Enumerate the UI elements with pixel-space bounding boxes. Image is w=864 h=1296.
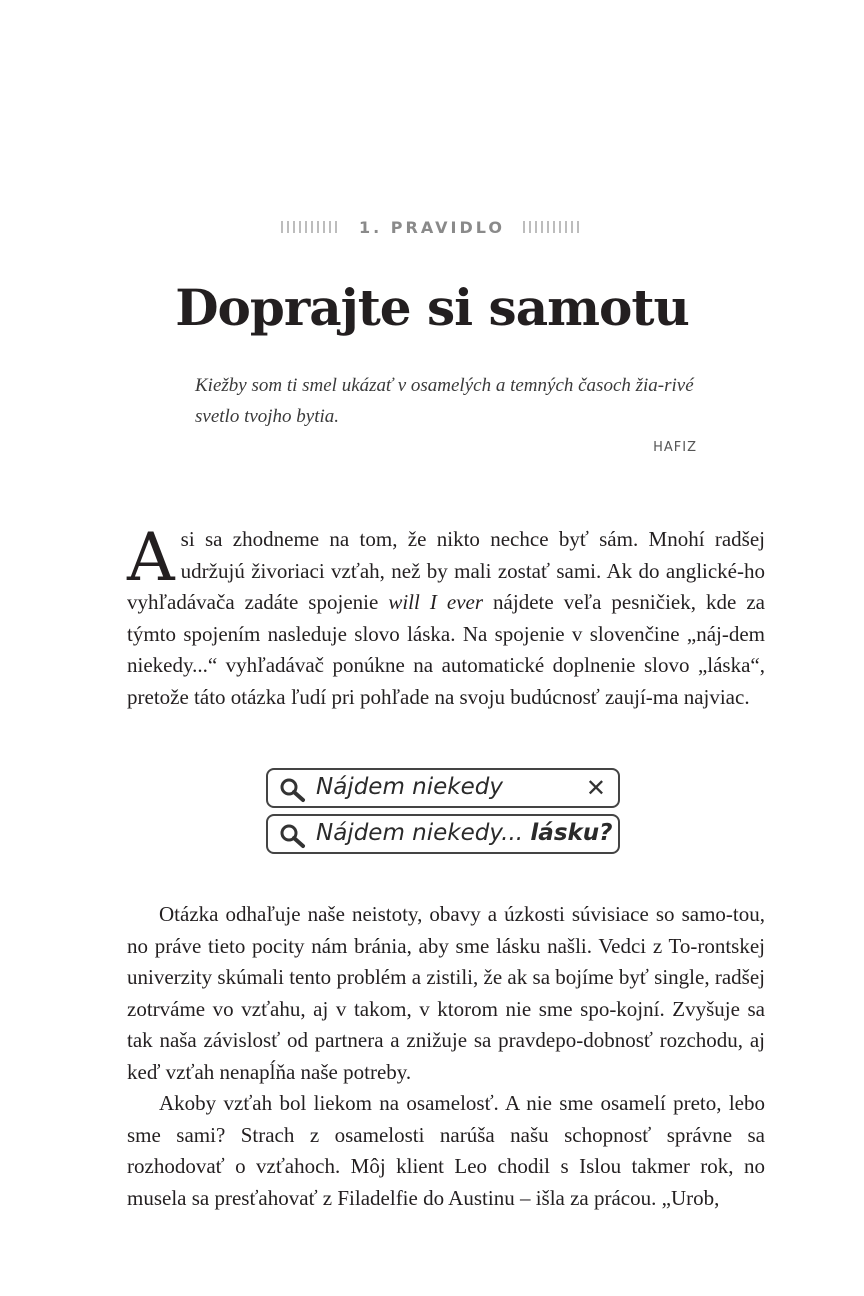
epigraph-text: Kiežby som ti smel ukázať v osamelých a temných časoch žia-rivé svetlo tvojho bytia.	[195, 375, 694, 427]
paragraph-1-text-b: nájdete veľa pesničiek, kde za týmto spojením nasleduje slovo láska. Na spojenie v slovenčine „náj-dem niekedy...“ vyhľadávač ponúkne na automatické doplnenie slovo „láska“, pretože táto otázka ľudí pri pohľade na svoju budúcnosť zaují-ma najviac.	[127, 590, 765, 709]
close-icon: ✕	[585, 774, 606, 802]
paragraph-1	[127, 519, 765, 714]
search-illustration	[266, 766, 622, 858]
search-icon	[278, 822, 306, 855]
paragraph-1-emphasis: will I ever	[388, 590, 484, 615]
chapter-title: Doprajte si samotu	[175, 278, 689, 337]
suggestion-text	[316, 820, 613, 846]
search-query-text: Nájdem niekedy	[316, 774, 503, 800]
suggestion-bold: lásku?	[530, 820, 613, 846]
search-icon	[278, 776, 306, 809]
paragraph-3: Akoby vzťah bol liekom na osamelosť. A nie sme osamelí preto, lebo sme sami? Strach z osamelosti narúša našu schopnosť správne sa rozhodovať o vzťahoch. Môj klient Leo chodil s Islou takmer rok, no musela sa presťahovať z Filadelfie do Austinu – išla za prácou. „Urob,	[127, 1091, 765, 1210]
paragraph-1-text-a: si sa zhodneme na tom, že nikto nechce byť sám. Mnohí radšej udržujú živoriaci vzťah, než by mali zostať sami. Ak do anglické-ho vyhľadávača zadáte spojenie	[127, 527, 765, 615]
search-box-illustration	[266, 768, 620, 808]
paragraph-2: Otázka odhaľuje naše neistoty, obavy a úzkosti súvisiace so samo-tou, no práve tieto pocity nám bránia, aby sme lásku našli. Vedci z To-rontskej univerzity skúmali tento problém a zistili, že ak sa bojíme byť single, radšej zotrváme vo vzťahu, aj v takom, v ktorom nie sme spo-kojní. Zvyšuje sa tak naša závislosť od partnera a znižuje sa pravdepo-dobnosť rozchodu, aj keď vzťah nenapĺňa naše potreby.	[127, 902, 765, 1084]
decorative-ticks-right	[523, 221, 583, 233]
search-suggestion-illustration	[266, 814, 620, 854]
decorative-ticks-left	[281, 221, 341, 233]
chapter-label-row	[0, 218, 864, 237]
epigraph-author: HAFIZ	[653, 440, 697, 455]
suggestion-prefix: Nájdem niekedy...	[316, 820, 524, 846]
chapter-label: 1. PRAVIDLO	[359, 218, 505, 237]
drop-cap: A	[127, 519, 175, 596]
